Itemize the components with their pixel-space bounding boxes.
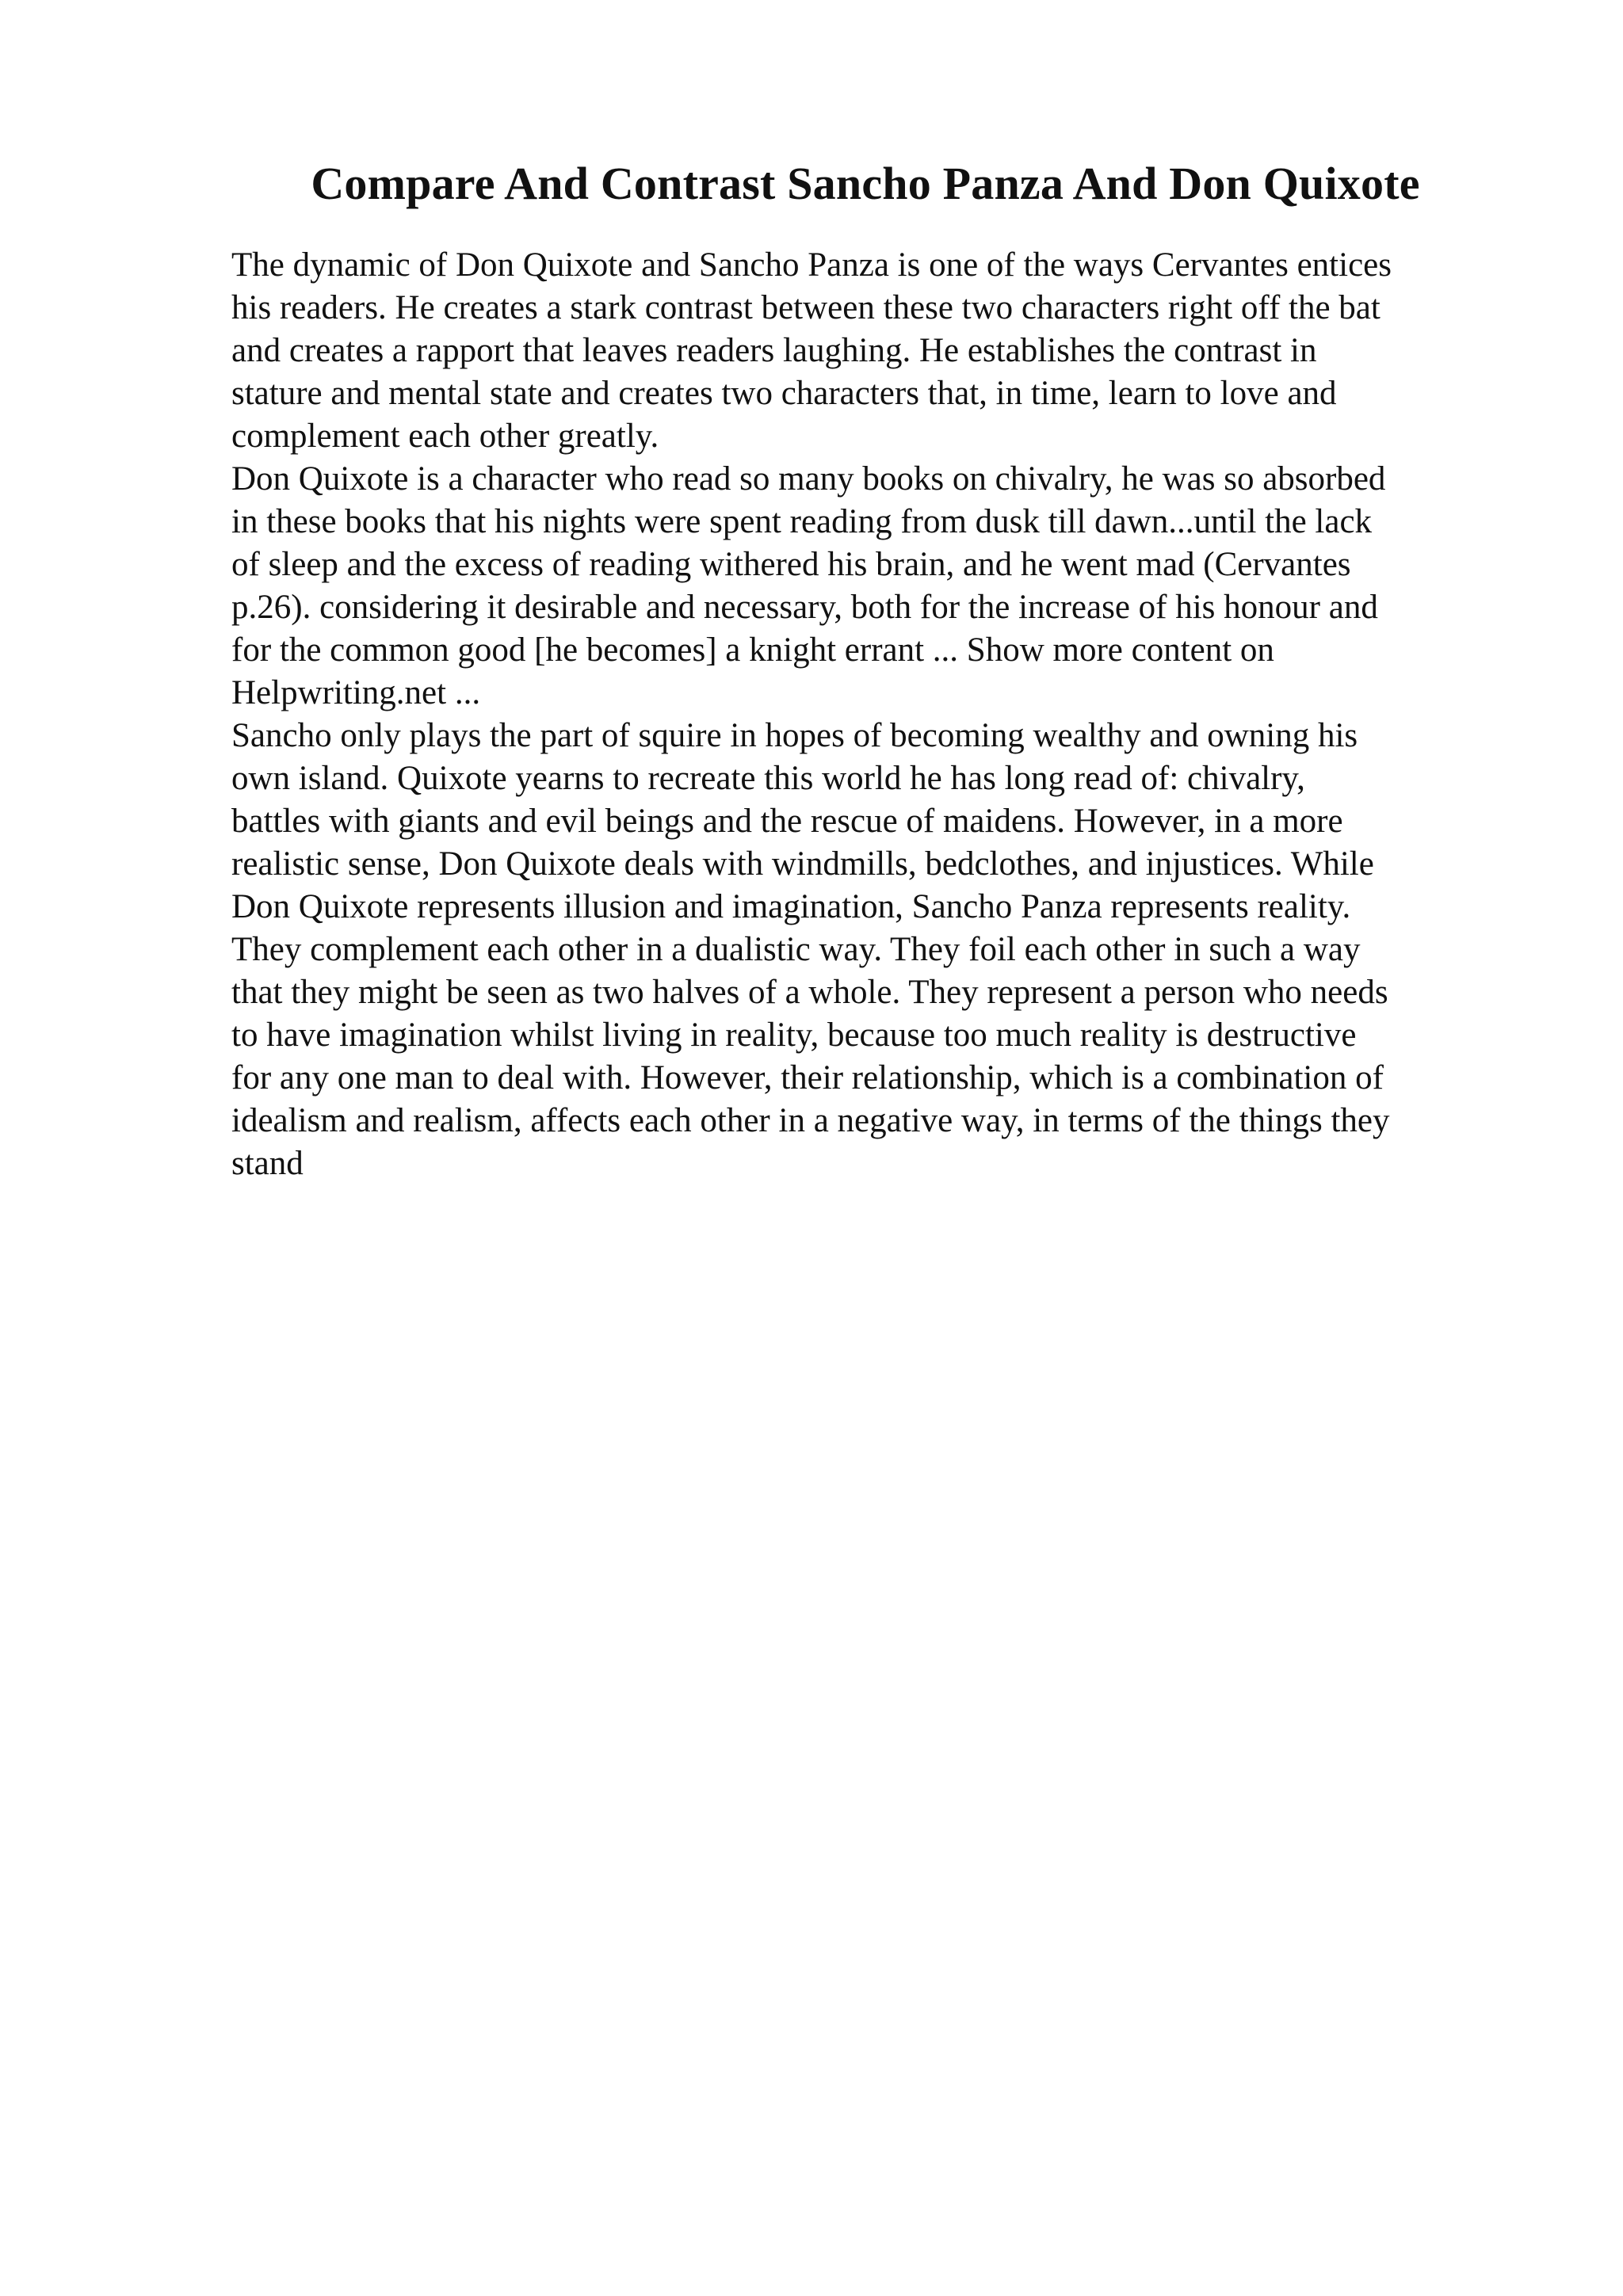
paragraph-line: for the common good [he becomes] a knight errant ... Show more content on: [231, 631, 1274, 669]
paragraph-line: p.26). considering it desirable and necessary, both for the increase of his honour and: [231, 589, 1378, 626]
document-body: [231, 244, 1499, 1185]
paragraph-line: for any one man to deal with. However, their relationship, which is a combination of: [231, 1059, 1384, 1097]
paragraph-line: in these books that his nights were spent reading from dusk till dawn...until the lack: [231, 503, 1373, 540]
paragraph-line: realistic sense, Don Quixote deals with windmills, bedclothes, and injustices. While: [231, 845, 1374, 883]
paragraph-line: and creates a rapport that leaves readers laughing. He establishes the contrast in: [231, 332, 1317, 369]
paragraph-line: Sancho only plays the part of squire in hopes of becoming wealthy and owning his: [231, 717, 1358, 754]
paragraph-3: [231, 715, 1499, 1185]
paragraph-line: that they might be seen as two halves of a whole. They represent a person who needs: [231, 974, 1388, 1011]
paragraph-line: own island. Quixote yearns to recreate this world he has long read of: chivalry,: [231, 760, 1305, 797]
paragraph-line: of sleep and the excess of reading withered his brain, and he went mad (Cervantes: [231, 546, 1351, 583]
document-title: Compare And Contrast Sancho Panza And Don Quixote: [311, 158, 1420, 209]
paragraph-2: [231, 458, 1499, 715]
paragraph-line: stature and mental state and creates two characters that, in time, learn to love and: [231, 375, 1337, 412]
paragraph-line: his readers. He creates a stark contrast between these two characters right off the bat: [231, 289, 1381, 326]
paragraph-line: They complement each other in a dualistic way. They foil each other in such a way: [231, 931, 1361, 968]
paragraph-line: to have imagination whilst living in reality, because too much reality is destructive: [231, 1016, 1357, 1054]
paragraph-line: Don Quixote is a character who read so many books on chivalry, he was so absorbed: [231, 460, 1386, 498]
paragraph-1: [231, 244, 1499, 458]
paragraph-line: battles with giants and evil beings and the rescue of maidens. However, in a more: [231, 803, 1343, 840]
paragraph-line: idealism and realism, affects each other in a negative way, in terms of the things they: [231, 1102, 1390, 1139]
paragraph-line: Helpwriting.net ...: [231, 674, 481, 711]
paragraph-line: stand: [231, 1145, 304, 1182]
paragraph-line: The dynamic of Don Quixote and Sancho Panza is one of the ways Cervantes entices: [231, 246, 1392, 284]
paragraph-line: Don Quixote represents illusion and imagination, Sancho Panza represents reality.: [231, 888, 1351, 925]
paragraph-line: complement each other greatly.: [231, 418, 659, 455]
